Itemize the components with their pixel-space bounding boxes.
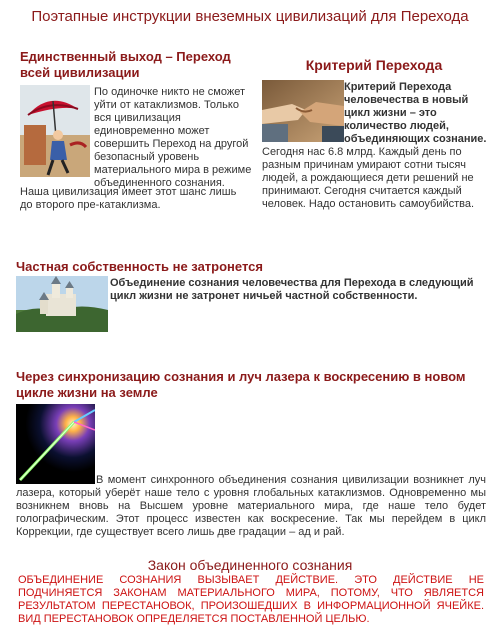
section4-text xyxy=(16,474,486,539)
section4-text-first: В момент синхронного объединения сознания цивилизации возникнет луч xyxy=(96,474,486,486)
section4-text-rest: лазера, который уберёт наше тело с уровня глобальных катаклизмов. Одновременно мы возникнем вновь на Высшем уровне материального мира, где наше тело будет голографическим. Этот процесс известен как воскресение. Так мы перейдем в цикл Коррекции, где существует всего лишь две градации – ад и рай. xyxy=(16,487,486,538)
section2-text-bold: Критерий Перехода человечества в новый цикл жизни – это количество людей, объединяющих сознание. xyxy=(344,81,487,145)
laser-beam-image xyxy=(16,404,95,484)
section-title-laser-resurrection[interactable]: Через синхронизацию сознания и луч лазера к воскресению в новом цикле жизни на земле xyxy=(16,369,466,400)
umbrella-figure-image xyxy=(20,85,90,177)
castle-image xyxy=(16,276,108,332)
section1-text: По одиночке никто не сможет уйти от катаклизмов. Только вся цивилизация единовременно может совершить Переход на другой безопасный уровень материального мира в режиме объединенного сознания. xyxy=(94,86,252,189)
section-title-only-way[interactable]: Единственный выход – Переход всей цивилизации xyxy=(20,49,231,80)
section2-text xyxy=(262,81,488,211)
page-title: Поэтапные инструкции внеземных цивилизаций для Перехода xyxy=(31,8,469,25)
section3-text: Объединение сознания человечества для Перехода в следующий цикл жизни не затронет ничьей частной собственности. xyxy=(110,277,474,302)
law-text: ОБЪЕДИНЕНИЕ СОЗНАНИЯ ВЫЗЫВАЕТ ДЕЙСТВИЕ. ЭТО ДЕЙСТВИЕ НЕ ПОДЧИНЯЕТСЯ ЗАКОНАМ МАТЕРИАЛЬНОГО МИРА, ПОТОМУ, ЧТО ЯВЛЯЕТСЯ РЕЗУЛЬТАТОМ ПЕРЕСТАНОВОК, ПРОИЗОШЕДШИХ В ИНФОРМАЦИОННОЙ ЯЧЕЙКЕ. ВИД ПЕРЕСТАНОВОК ОПРЕДЕЛЯЕТСЯ ПОСТАВЛЕННОЙ ЦЕЛЬЮ. xyxy=(18,574,484,625)
section2-text-rest: Сегодня нас 6.8 млрд. Каждый день по разным причинам умирают сотни тысяч людей, а рождающиеся дети решений не принимают. Сегодня считается каждый человек. Надо остановить самоубийства. xyxy=(262,146,475,210)
section-title-transition-criterion[interactable]: Критерий Перехода xyxy=(305,57,443,73)
section-title-private-property[interactable]: Частная собственность не затронется xyxy=(16,259,263,274)
section1-text-bottom: Наша цивилизация имеет этот шанс лишь до второго пре-катаклизма. xyxy=(20,186,237,211)
law-title: Закон объединенного сознания xyxy=(147,557,353,573)
